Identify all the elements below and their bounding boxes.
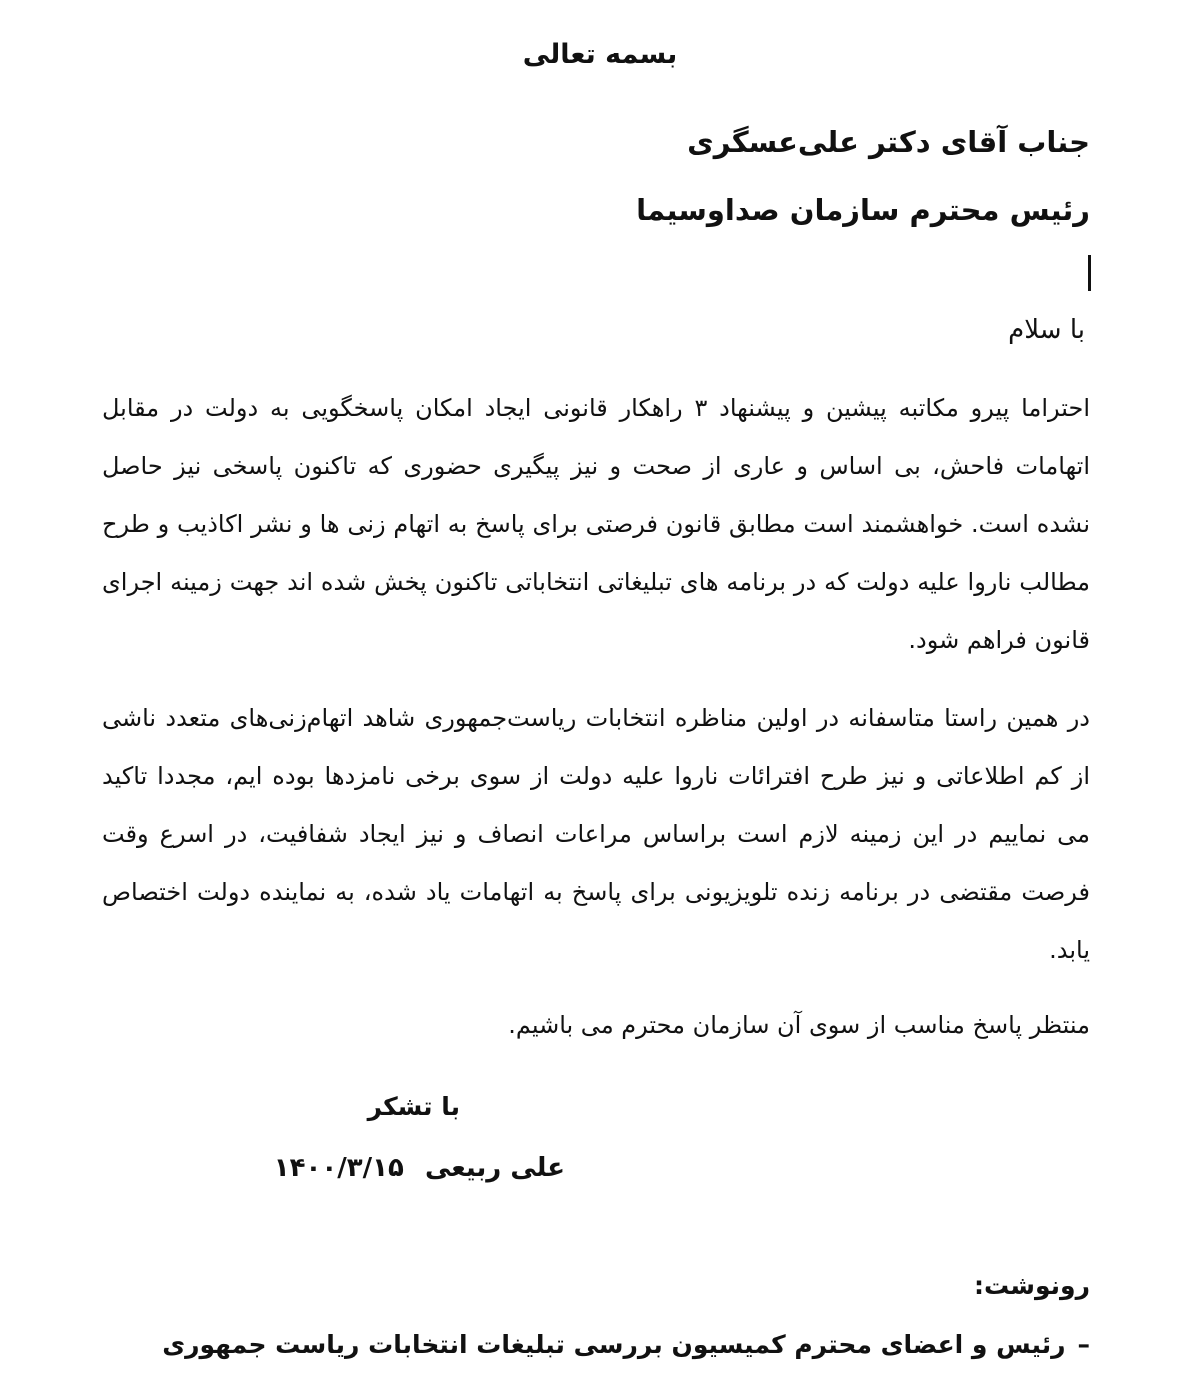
body-paragraph-2: در همین راستا متاسفانه در اولین مناظره انتخابات ریاست‌جمهوری شاهد اتهام‌زنی‌های متعدد ناشی از کم اطلاعاتی و نیز طرح افترائات ناروا علیه دولت از سوی برخی نامزدها بوده ایم، مجددا تاکید می نماییم در این زمینه لازم است براساس مراعات انصاف و نیز ایجاد شفافیت، در اسرع وقت فرصت مقتضی در برنامه زنده تلویزیونی برای پاسخ به اتهامات یاد شده، به نماینده دولت اختصاص یابد. bbox=[102, 704, 1090, 964]
cc-recipient-text: رئیس و اعضای محترم کمیسیون بررسی تبلیغات انتخابات ریاست جمهوری bbox=[162, 1330, 1066, 1359]
signature-block bbox=[274, 1151, 565, 1185]
cc-dash: – bbox=[1077, 1330, 1090, 1359]
cc-title: رونوشت: bbox=[973, 1271, 1090, 1300]
body-paragraph-1: احتراما پیرو مکاتبه پیشین و پیشنهاد ۳ راهکار قانونی ایجاد امکان پاسخگویی به دولت در مقابل اتهامات فاحش، بی اساس و عاری از صحت و نیز پیگیری حضوری که تاکنون پاسخی نیز حاصل نشده است. خواهشمند است مطابق قانون فرصتی برای پاسخ به اتهام زنی ها و نشر اکاذیب و طرح مطالب ناروا علیه دولت که در برنامه های تبلیغاتی انتخاباتی تاکنون پخش شده اند جهت زمینه اجرای قانون فراهم شود. bbox=[102, 394, 1091, 654]
text-cursor-mark bbox=[1088, 255, 1091, 291]
thanks-line: با تشکر bbox=[367, 1092, 460, 1121]
letter-heading: بسمه تعالی bbox=[522, 39, 678, 70]
closing-line: منتظر پاسخ مناسب از سوی آن سازمان محترم می باشیم. bbox=[508, 1011, 1090, 1039]
letter-date: ۱۴۰۰/۳/۱۵ bbox=[273, 1153, 404, 1183]
greeting: با سلام bbox=[1008, 315, 1085, 345]
signer-name: علی ربیعی bbox=[424, 1153, 565, 1183]
cc-recipient bbox=[162, 1328, 1090, 1362]
addressee-title: رئیس محترم سازمان صداوسیما bbox=[636, 193, 1090, 227]
addressee-name: جناب آقای دکتر علی‌عسگری bbox=[687, 125, 1090, 159]
